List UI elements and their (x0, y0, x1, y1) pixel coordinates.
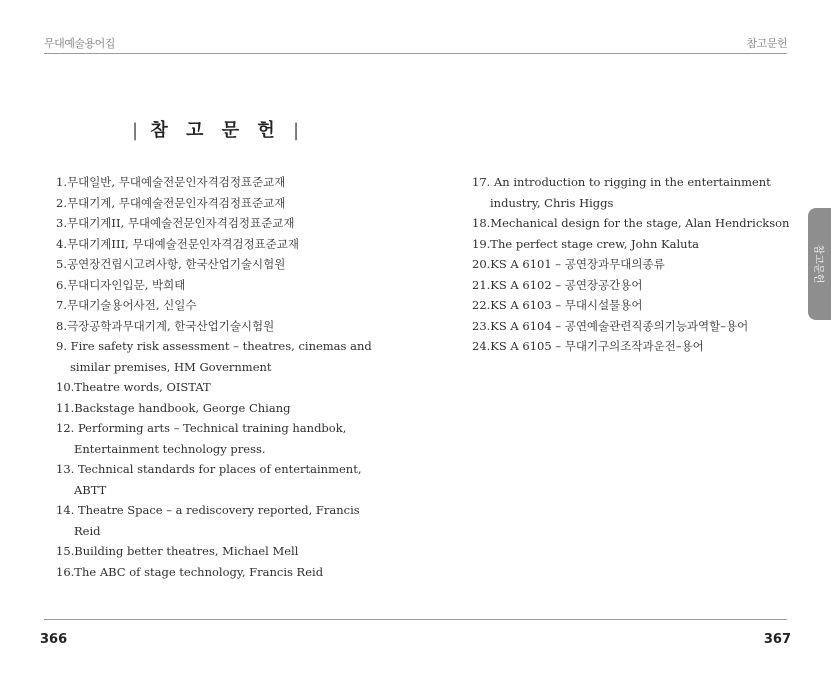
reference-text-line1: Technical standards for places of entertainment, (74, 462, 362, 476)
reference-number: 19. (472, 236, 491, 251)
reference-item (56, 254, 386, 275)
reference-list-left (56, 172, 386, 582)
reference-text-line1: Performing arts – Technical training handbok, (74, 421, 347, 435)
page-number-left: 366 (40, 632, 68, 647)
reference-item (472, 275, 792, 296)
chapter-side-tab[interactable] (808, 208, 831, 320)
reference-number: 14. (56, 503, 75, 517)
reference-text: KS A 6105 – 무대기구의조작과운전–용어 (490, 339, 704, 353)
reference-text-line2: similar premises, HM Government (70, 359, 272, 374)
reference-list-right (472, 172, 792, 357)
reference-text-line2: Entertainment technology press. (74, 441, 266, 456)
running-header-right: 참고문헌 (746, 37, 787, 50)
running-header-left: 무대예술용어집 (44, 37, 115, 50)
title-text: 참 고 문 헌 (150, 120, 281, 141)
reference-text-line1: Theatre Space – a rediscovery reported, Francis (74, 503, 360, 517)
reference-text: 무대기술용어사전, 신일수 (66, 298, 197, 312)
reference-number: 4. (56, 236, 67, 251)
reference-text: Building better theatres, Michael Mell (74, 544, 299, 558)
reference-text: KS A 6103 – 무대시설물용어 (490, 298, 643, 312)
reference-text: 무대일반, 무대예술전문인자격검정표준교재 (66, 175, 286, 189)
reference-text: Theatre words, OISTAT (74, 380, 211, 394)
reference-number: 16. (56, 564, 75, 579)
reference-item (472, 316, 792, 337)
reference-text: KS A 6101 – 공연장과무대의종류 (490, 257, 665, 271)
reference-item (472, 295, 792, 316)
title-bar-close: | (293, 120, 300, 141)
reference-text: 극장공학과무대기계, 한국산업기술시험원 (66, 318, 275, 333)
reference-item (56, 336, 386, 377)
header-divider (44, 53, 787, 54)
reference-number: 24. (472, 339, 491, 353)
reference-item (56, 398, 386, 419)
reference-text: 무대디자인입문, 박희태 (66, 277, 186, 292)
reference-text-line1: Fire safety risk assessment – theatres, cinemas and (66, 339, 372, 353)
reference-item (56, 193, 386, 214)
reference-item (56, 418, 386, 459)
reference-item (56, 316, 386, 337)
reference-text: KS A 6104 – 공연예술관련직종의기능과역할–용어 (490, 318, 749, 333)
reference-number: 6. (56, 277, 67, 292)
reference-number: 12. (56, 421, 75, 435)
reference-item (56, 562, 386, 583)
footer-divider (44, 619, 787, 620)
reference-item (56, 234, 386, 255)
reference-number: 11. (56, 400, 75, 415)
reference-number: 17. (472, 175, 491, 189)
reference-number: 10. (56, 380, 75, 394)
reference-item (56, 295, 386, 316)
section-title (132, 116, 299, 142)
reference-number: 5. (56, 257, 67, 271)
reference-item (472, 254, 792, 275)
title-bar-open: | (132, 120, 139, 141)
reference-number: 18. (472, 216, 491, 230)
reference-item (472, 213, 792, 234)
reference-item (56, 377, 386, 398)
reference-item (56, 541, 386, 562)
reference-item (56, 275, 386, 296)
reference-number: 13. (56, 462, 75, 476)
reference-number: 3. (56, 216, 67, 230)
reference-text: The ABC of stage technology, Francis Reid (74, 564, 324, 579)
reference-number: 15. (56, 544, 75, 558)
reference-number: 8. (56, 318, 67, 333)
reference-text-line2: ABTT (74, 482, 107, 497)
reference-item (472, 172, 792, 213)
reference-text-line2: industry, Chris Higgs (490, 195, 614, 210)
reference-text: 무대기계II, 무대예술전문인자격검정표준교재 (66, 216, 295, 230)
reference-text-line2: Reid (74, 523, 101, 538)
reference-text: Mechanical design for the stage, Alan Hendrickson (490, 216, 790, 230)
reference-number: 20. (472, 257, 491, 271)
reference-item (472, 336, 792, 357)
reference-text: 무대기계III, 무대예술전문인자격검정표준교재 (66, 236, 299, 251)
reference-text: 무대기계, 무대예술전문인자격검정표준교재 (66, 195, 286, 210)
reference-text: The perfect stage crew, John Kaluta (490, 236, 700, 251)
reference-item (56, 172, 386, 193)
reference-text: Backstage handbook, George Chiang (74, 400, 291, 415)
reference-number: 1. (56, 175, 67, 189)
reference-number: 7. (56, 298, 67, 312)
side-tab-label: 참고문헌 (812, 244, 823, 284)
reference-item (472, 234, 792, 255)
reference-text: KS A 6102 – 공연장공간용어 (490, 277, 643, 292)
reference-number: 22. (472, 298, 491, 312)
reference-number: 9. (56, 339, 67, 353)
reference-number: 23. (472, 318, 491, 333)
reference-number: 2. (56, 195, 67, 210)
reference-item (56, 500, 386, 541)
reference-text-line1: An introduction to rigging in the entertainment (490, 175, 771, 189)
reference-item (56, 213, 386, 234)
page-number-right: 367 (763, 632, 791, 647)
reference-item (56, 459, 386, 500)
reference-number: 21. (472, 277, 491, 292)
reference-text: 공연장건립시고려사항, 한국산업기술시험원 (66, 257, 286, 271)
